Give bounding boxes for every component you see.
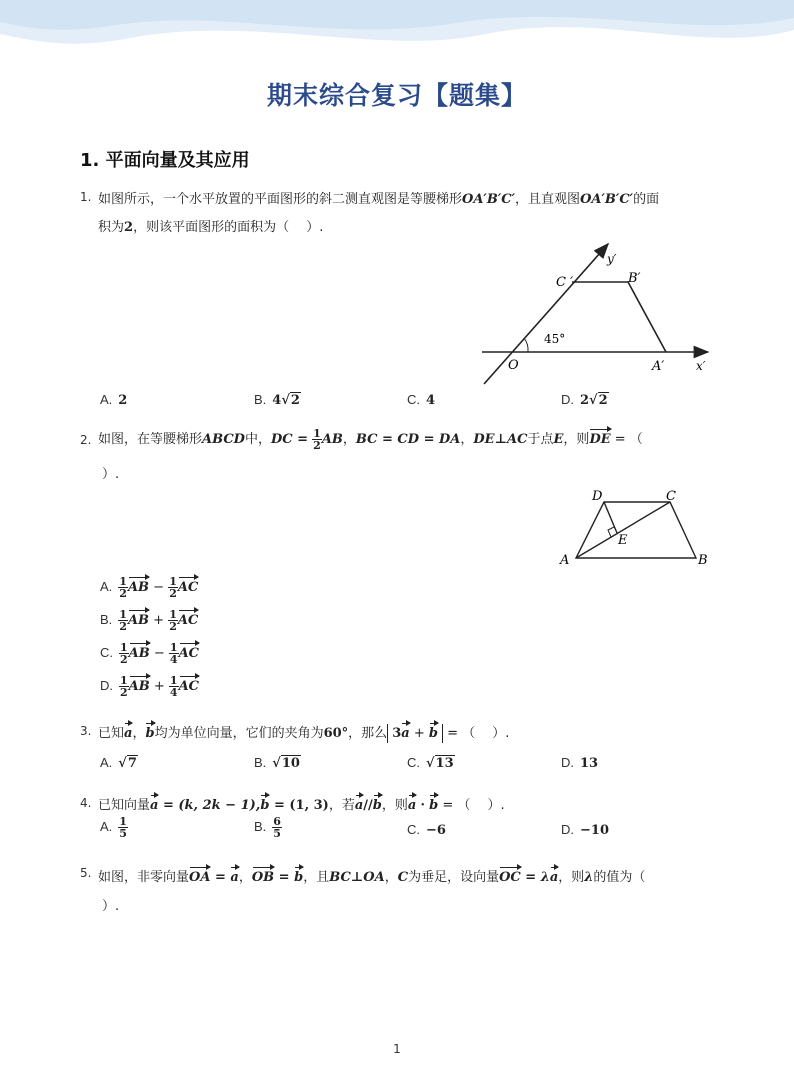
q1-option-b[interactable]: B. 4√2 <box>254 392 300 408</box>
q3-option-d[interactable]: D. 13 <box>561 755 599 771</box>
y-axis-line <box>484 244 608 384</box>
q4-option-a[interactable]: A. $\frac{1}{5}$ <box>100 815 127 840</box>
q1-option-a[interactable]: A. 2 <box>100 392 128 408</box>
question-1-text-line2: 积为2，则该平面图形的面积为（ ）. <box>98 220 324 235</box>
question-2-figure <box>556 484 716 572</box>
label-b: B′ <box>628 271 641 286</box>
q2-option-c[interactable]: C. $\frac{1}{2}$ AB − $\frac{1}{4}$ AC <box>100 641 200 666</box>
label-o: O <box>508 358 519 373</box>
q2-option-b[interactable]: B. $\frac{1}{2}$ AB + $\frac{1}{2}$ AC <box>100 608 199 633</box>
label-a: A <box>560 553 570 568</box>
q4-option-d[interactable]: D. −10 <box>561 822 609 838</box>
label-a: A′ <box>652 359 665 374</box>
label-angle: 45° <box>544 332 566 346</box>
question-number: 2. <box>80 433 92 447</box>
question-2-text-line1: 如图，在等腰梯形ABCD中，DC = $\frac{1}{2}$ AB，BC = CD = DA，DE⊥AC于点E，则DE = （ <box>98 427 643 452</box>
q3-option-c[interactable]: C. √13 <box>407 755 454 771</box>
label-c: C ′ <box>556 275 574 290</box>
question-number: 1. <box>80 190 92 204</box>
page-number: 1 <box>393 1042 401 1056</box>
q4-option-b[interactable]: B. $\frac{6}{5}$ <box>254 815 281 840</box>
label-x-axis: x′ <box>696 359 706 373</box>
question-5-text-line2: ）. <box>102 899 120 914</box>
question-2-text-line2: ）. <box>102 467 120 482</box>
question-number: 5. <box>80 866 92 880</box>
label-y-axis: y′ <box>607 252 617 266</box>
section-heading: 1. 平面向量及其应用 <box>80 150 250 171</box>
header-wave-decoration <box>0 0 794 70</box>
page-title: 期末综合复习【题集】 <box>266 81 527 110</box>
label-d: D <box>592 489 603 504</box>
trapezoid-outline <box>572 282 666 352</box>
question-number: 4. <box>80 796 92 810</box>
q3-option-a[interactable]: A. √7 <box>100 755 137 771</box>
question-4-text: 已知向量a = (k, 2k − 1),b = (1, 3)，若a//b，则a · b = （ ）. <box>98 798 505 813</box>
label-c: C <box>666 489 676 504</box>
q2-option-d[interactable]: D. $\frac{1}{2}$ AB + $\frac{1}{4}$ AC <box>100 674 200 699</box>
q3-option-b[interactable]: B. √10 <box>254 755 300 771</box>
q4-option-c[interactable]: C. −6 <box>407 822 446 838</box>
question-number: 3. <box>80 724 92 738</box>
q1-option-d[interactable]: D. 2√2 <box>561 392 608 408</box>
label-b: B <box>698 553 708 568</box>
q2-option-a[interactable]: A. $\frac{1}{2}$ AB − $\frac{1}{2}$ AC <box>100 575 199 600</box>
question-3-text: 已知a，b均为单位向量，它们的夹角为60°，那么 3a + b = （ ）. <box>98 726 510 741</box>
q1-option-c[interactable]: C. 4 <box>407 392 436 408</box>
question-5-text-line1: 如图，非零向量OA = a，OB = b，且BC⊥OA，C为垂足，设向量OC = λa，则λ的值为（ <box>98 870 646 885</box>
label-e: E <box>618 533 628 548</box>
trapezoid-abcd <box>576 502 696 558</box>
question-1-text-line1: 如图所示，一个水平放置的平面图形的斜二测直观图是等腰梯形OA′B′C′，且直观图OA′B′C′的面 <box>98 192 660 207</box>
angle-arc <box>524 338 528 352</box>
question-1-figure <box>470 236 720 386</box>
